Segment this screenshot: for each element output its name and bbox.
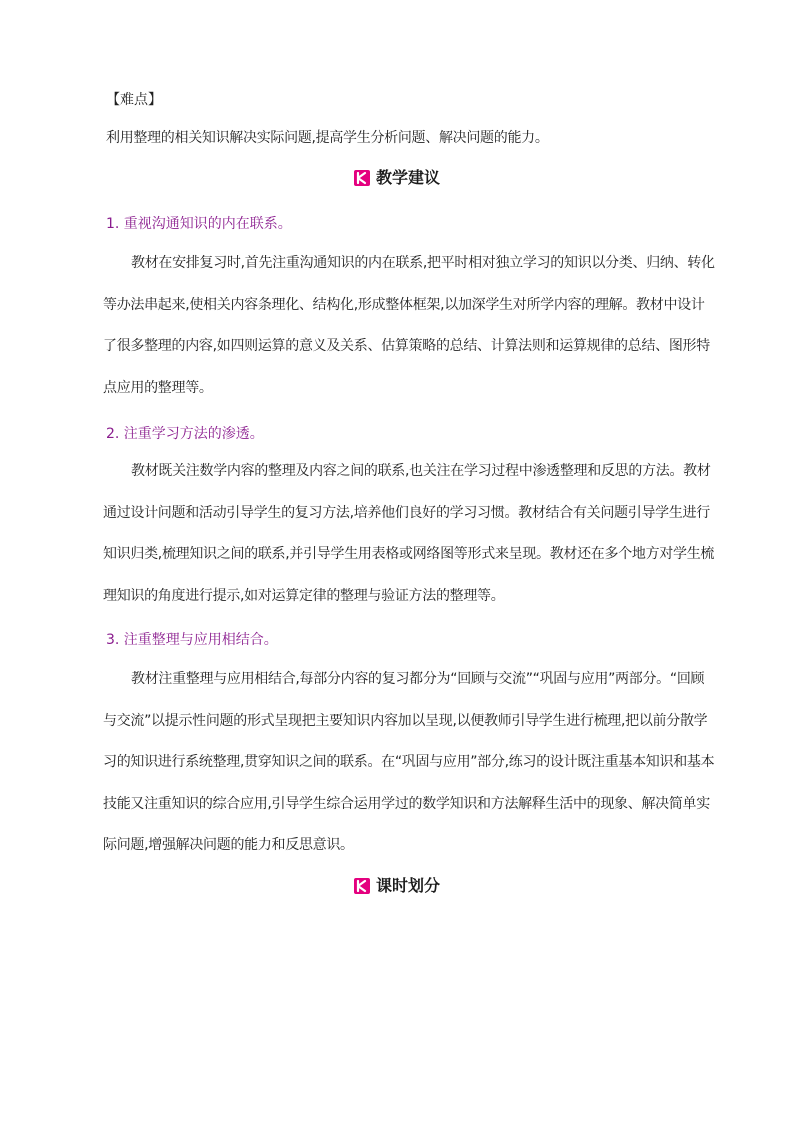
point-body-1: 教材在安排复习时,首先注重沟通知识的内在联系,把平时相对独立学习的知识以分类、归纳、转化等办法串起来,使相关内容条理化、结构化,形成整体框架,以加深学生对所学内容的理解。教材中设计了很多整理的内容,如四则运算的意义及关系、估算策略的总结、计算法则和运算规律的总结、图形特点应用的整理等。	[103, 255, 715, 396]
section-teaching-suggestion	[0, 168, 794, 192]
point-body-2: 教材既关注数学内容的整理及内容之间的联系,也关注在学习过程中渗透整理和反思的方法。教材通过设计问题和活动引导学生的复习方法,培养他们良好的学习习惯。教材结合有关问题引导学生进行知识归类,梳理知识之间的联系,并引导学生用表格或网络图等形式来呈现。教材还在多个地方对学生梳理知识的角度进行提示,如对运算定律的整理与验证方法的整理等。	[103, 463, 715, 604]
difficulty-text: 利用整理的相关知识解决实际问题,提高学生分析问题、解决问题的能力。	[106, 130, 549, 146]
point-body-3: 教材注重整理与应用相结合,每部分内容的复习都分为“回顾与交流”“巩固与应用”两部分。“回顾与交流”以提示性问题的形式呈现把主要知识内容加以呈现,以便教师引导学生进行梳理,把以前分散学习的知识进行系统整理,贯穿知识之间的联系。在“巩固与应用”部分,练习的设计既注重基本知识和基本技能又注重知识的综合应用,引导学生综合运用学过的数学知识和方法解释生活中的现象、解决简单实际问题,增强解决问题的能力和反思意识。	[103, 671, 715, 853]
point-heading-3: 3. 注重整理与应用相结合。	[106, 632, 278, 648]
point-heading-1: 1. 重视沟通知识的内在联系。	[106, 216, 292, 232]
section-class-hours	[0, 876, 794, 900]
section-marker-icon	[354, 170, 370, 186]
section-title: 教学建议	[375, 168, 440, 187]
section-marker-icon	[354, 878, 370, 894]
section-title: 课时划分	[375, 876, 440, 895]
difficulty-label: 【难点】	[106, 92, 162, 108]
point-heading-2: 2. 注重学习方法的渗透。	[106, 426, 264, 442]
